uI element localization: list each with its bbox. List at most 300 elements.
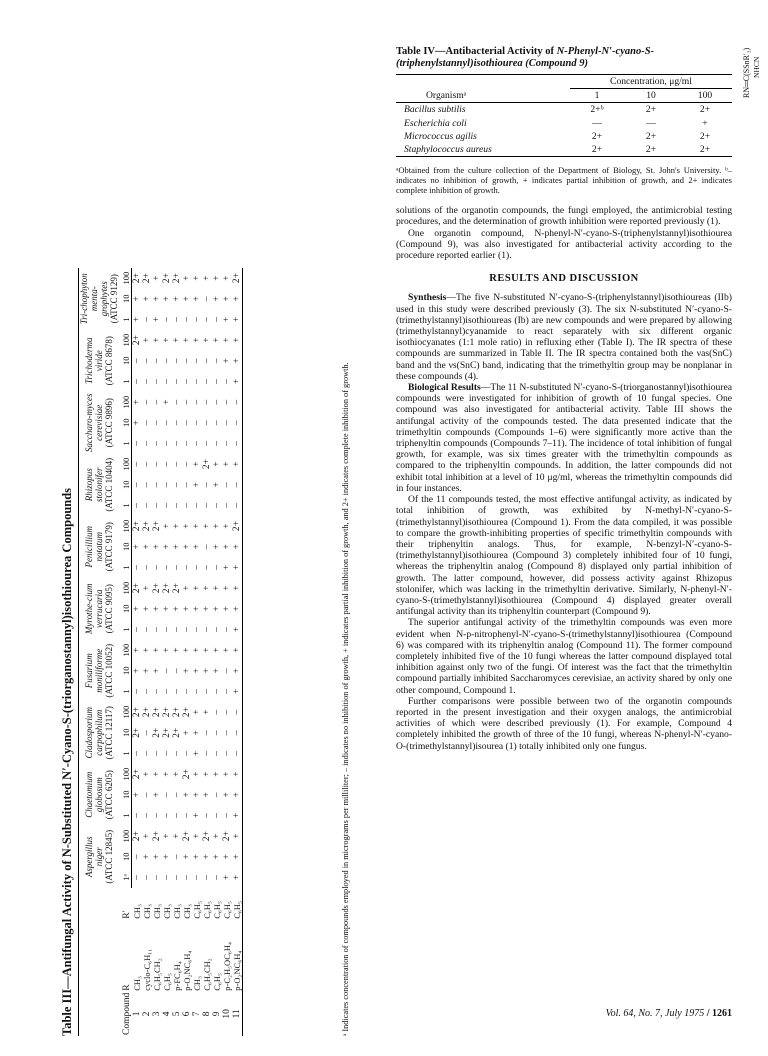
activity-cell: – xyxy=(172,358,182,364)
activity-cell: 2+ xyxy=(132,335,142,346)
activity-cell: – xyxy=(222,441,232,446)
activity-cell: + xyxy=(182,544,192,550)
activity-cell: + xyxy=(182,854,192,860)
r-group: C₆H₅CH₂ xyxy=(202,958,212,991)
page-number: 1261 xyxy=(712,1008,732,1019)
activity-cell: + xyxy=(202,854,212,860)
activity-cell: + xyxy=(152,316,162,323)
activity-cell: – xyxy=(142,358,152,364)
activity-cell: – xyxy=(152,379,162,384)
activity-cell: – xyxy=(132,441,142,446)
activity-cell: + xyxy=(222,337,232,343)
activity-cell: + xyxy=(152,792,162,798)
activity-cell: – xyxy=(202,751,212,756)
activity-cell: + xyxy=(132,606,142,612)
bacterial-activity-cell: 2+ xyxy=(699,104,711,116)
activity-cell: – xyxy=(202,813,212,818)
activity-cell: – xyxy=(132,751,142,756)
structure-sub: NHCN xyxy=(752,56,761,78)
activity-cell: – xyxy=(232,702,243,723)
activity-cell: – xyxy=(162,503,172,508)
activity-cell: – xyxy=(172,420,182,426)
biological-text: —The 11 N-substituted N′-cyano-S-(triorganostannyl)isothiourea compounds were investigated for inhibition of growth of 10 fungal species. One compound was also investigated for antibacterial activity. Table III shows the antifungal activity of the compounds tested. The data presented indicate that the trimethyltin compounds (Compounds 1–6) were significantly more active than the triphenyltin compounds (Compounds 7–11). The incidence of total inhibition of fungal growth, for example, was six times greater with the trimethyltin compounds as compared to the triphenyltin compounds. In addition, the latter compounds did not exhibit total inhibition at a level of 10 μg/ml, whereas the trimethyltin compounds did in four instances. xyxy=(396,382,732,494)
organism-header xyxy=(79,640,122,702)
activity-cell: – xyxy=(192,420,202,426)
conc-header: 100 xyxy=(121,764,132,785)
activity-cell: – xyxy=(212,751,222,756)
conc-header: 1 xyxy=(121,309,132,330)
activity-cell: 2+ xyxy=(222,831,232,842)
activity-cell: – xyxy=(152,565,162,570)
bacterial-activity-cell: — xyxy=(592,117,602,129)
activity-cell: + xyxy=(162,523,172,529)
conc-header: 100 xyxy=(121,330,132,351)
activity-cell: – xyxy=(212,317,222,322)
activity-cell: – xyxy=(152,751,162,756)
activity-cell: – xyxy=(212,875,222,880)
activity-cell: – xyxy=(162,627,172,632)
activity-cell: + xyxy=(232,309,243,330)
activity-cell: – xyxy=(132,503,142,508)
paragraph-1: solutions of the organotin compounds, the fungi employed, the antimicrobial testing procedures, and the determination of growth inhibition were reported previously (1). xyxy=(396,205,732,228)
activity-cell: + xyxy=(232,350,243,371)
biological-lead: Biological Results xyxy=(408,382,481,394)
activity-cell: – xyxy=(142,792,152,798)
paragraph-5: Of the 11 compounds tested, the most effective antifungal activity, as indicated by total inhibition of growth, was exhibited by N-methyl-N′-cyano-S-(trimethylstannyl)isothiourea (Compound 1). From the data compiled, it was possible to compare the growth-inhibiting properties of specific trimethyltin compounds with their triphenyltin analogs. Thus, for example, N-benzyl-N′-cyano-S-(trimethylstannyl)isothiourea (Compound 3) completely inhibited four of 10 fungi, whereas the triphenyltin analog (Compound 8) displayed only partial inhibition of growth. The latter compound, however, did possess activity against Rhizopus stolonifer, which was lacking in the trimethyltin derivative. Similarly, N-phenyl-N′-cyano-S-(trimethylstannyl)isothiourea (Compound 4) displayed greater overall antifungal activity than its triphenyltin counterpart (Compound 9). xyxy=(396,494,732,618)
organism-atcc: (ATCC 10052) xyxy=(104,643,114,698)
bacterial-activity-cell: 2+ᵇ xyxy=(590,104,604,116)
activity-cell: 2+ xyxy=(132,727,142,738)
compound-number: 5 xyxy=(172,1011,182,1017)
activity-cell: – xyxy=(162,482,172,488)
activity-cell: – xyxy=(222,503,232,508)
activity-cell: + xyxy=(192,461,202,467)
activity-cell: + xyxy=(232,867,243,888)
rprime-group: CH₃ xyxy=(142,903,152,919)
activity-cell: – xyxy=(142,461,152,467)
activity-cell: – xyxy=(132,565,142,570)
conc-header: 10 xyxy=(121,598,132,619)
conc-header: 10 xyxy=(121,288,132,309)
activity-cell: + xyxy=(172,833,182,839)
organism-name: Cladosporium carpophilum xyxy=(84,707,104,759)
organism-header xyxy=(79,702,122,764)
activity-cell: – xyxy=(192,399,202,405)
organism-atcc: (ATCC 9095) xyxy=(104,584,114,634)
organism-name: Tri-chophyton menta-grophytes xyxy=(79,273,109,325)
activity-cell: + xyxy=(222,544,232,550)
table-row xyxy=(162,268,172,1036)
conc-header: 1 xyxy=(121,557,132,578)
activity-cell: – xyxy=(142,441,152,446)
activity-cell: 2+ xyxy=(232,268,243,289)
activity-cell: 2+ xyxy=(172,707,182,718)
r-group: p-C₂H₅OC₆H₄ xyxy=(222,942,232,991)
activity-cell: – xyxy=(132,358,142,364)
activity-cell: – xyxy=(192,317,202,322)
activity-cell: – xyxy=(232,495,243,516)
activity-cell: – xyxy=(212,441,222,446)
activity-cell: 2+ xyxy=(152,707,162,718)
activity-cell: + xyxy=(142,544,152,550)
conc-header: 100 xyxy=(121,454,132,475)
activity-cell: + xyxy=(152,854,162,860)
activity-cell: + xyxy=(182,668,192,674)
activity-cell: + xyxy=(202,709,212,715)
activity-cell: 2+ xyxy=(162,273,172,284)
activity-cell: – xyxy=(212,627,222,632)
conc-header: 100 xyxy=(121,702,132,723)
compound-number: 3 xyxy=(152,1011,162,1017)
activity-cell: + xyxy=(232,805,243,826)
activity-cell: + xyxy=(142,854,152,860)
compound-number: 6 xyxy=(182,1011,192,1017)
activity-cell: 2+ xyxy=(172,727,182,738)
paragraph-biological xyxy=(396,382,732,494)
rprime-group: CH₃ xyxy=(172,903,182,919)
organism-name: Saccharo-myces cerevisiae xyxy=(84,393,104,453)
footer-sep: / xyxy=(704,1008,712,1019)
activity-cell: – xyxy=(132,379,142,384)
activity-cell: – xyxy=(202,379,212,384)
activity-cell: + xyxy=(202,337,212,343)
activity-cell: – xyxy=(142,813,152,818)
activity-cell: – xyxy=(182,689,192,694)
activity-cell: – xyxy=(162,441,172,446)
section-heading: RESULTS AND DISCUSSION xyxy=(489,273,639,285)
activity-cell: – xyxy=(182,420,192,426)
activity-cell: – xyxy=(182,441,192,446)
activity-cell: + xyxy=(202,606,212,612)
activity-cell: 2+ xyxy=(182,707,192,718)
activity-cell: + xyxy=(152,647,162,653)
activity-cell: – xyxy=(162,792,172,798)
activity-cell: – xyxy=(222,379,232,384)
conc-header: 1 xyxy=(121,371,132,392)
compound-number: 2 xyxy=(142,1011,152,1017)
activity-cell: – xyxy=(142,689,152,694)
activity-cell: + xyxy=(162,647,172,653)
activity-cell: 2+ xyxy=(132,831,142,842)
activity-cell: – xyxy=(222,689,232,694)
activity-cell: – xyxy=(202,296,212,302)
conc-header: 10 xyxy=(121,412,132,433)
table3-footnote: ᵃ Indicates concentration of compounds employed in micrograms per milliliter; – indicates no inhibition of growth, + indicates partial inhibition of growth, and 2+ indicates complete inhibition of growth. xyxy=(341,362,350,1036)
organism-name: Aspergillus niger xyxy=(84,836,104,878)
activity-cell: – xyxy=(162,813,172,818)
conc-header: 1ᵃ xyxy=(121,867,132,888)
activity-cell: – xyxy=(222,813,232,818)
activity-cell: – xyxy=(232,392,243,413)
organism-atcc: (ATCC 9896) xyxy=(104,398,114,448)
bacterial-activity-cell: 2+ xyxy=(645,130,657,142)
activity-cell: – xyxy=(172,461,182,467)
activity-cell: – xyxy=(172,482,182,488)
organism-header xyxy=(79,392,122,454)
table4-conc-header: Concentration, μg/ml xyxy=(570,75,732,89)
activity-cell: – xyxy=(202,420,212,426)
rprime-group: C₆H₅ xyxy=(212,901,222,919)
activity-cell: – xyxy=(232,474,243,495)
activity-cell: + xyxy=(202,585,212,591)
activity-cell: + xyxy=(162,296,172,302)
col-r: R xyxy=(79,920,132,992)
activity-cell: + xyxy=(142,606,152,612)
conc-header: 100 xyxy=(121,578,132,599)
activity-cell: – xyxy=(162,358,172,364)
bacterium-name: Micrococcus agilis xyxy=(404,130,477,142)
activity-cell: – xyxy=(172,813,182,818)
activity-cell: + xyxy=(152,606,162,612)
activity-cell: – xyxy=(202,358,212,364)
activity-cell: – xyxy=(192,379,202,384)
activity-cell: – xyxy=(152,482,162,488)
activity-cell: + xyxy=(142,771,152,777)
activity-cell: – xyxy=(212,420,222,426)
activity-cell: + xyxy=(132,792,142,798)
paragraph-synthesis xyxy=(396,292,732,382)
activity-cell: + xyxy=(192,792,202,798)
conc-header: 1 xyxy=(121,805,132,826)
activity-cell: – xyxy=(212,813,222,818)
activity-cell: + xyxy=(192,854,202,860)
activity-cell: + xyxy=(232,536,243,557)
activity-cell: + xyxy=(202,792,212,798)
activity-cell: – xyxy=(202,503,212,508)
activity-cell: – xyxy=(162,317,172,322)
organism-atcc: (ATCC 9129) xyxy=(109,274,119,324)
activity-cell: 2+ xyxy=(132,769,142,780)
activity-cell: + xyxy=(232,330,243,351)
col-compound: Compound xyxy=(79,992,132,1036)
activity-cell: 2+ xyxy=(182,769,192,780)
activity-cell: + xyxy=(212,296,222,302)
organism-atcc: (ATCC 9179) xyxy=(104,522,114,572)
activity-cell: – xyxy=(182,503,192,508)
activity-cell: 2+ xyxy=(142,521,152,532)
organism-atcc: (ATCC 12117) xyxy=(104,706,114,760)
activity-cell: + xyxy=(132,668,142,674)
activity-cell: – xyxy=(222,399,232,405)
activity-cell: + xyxy=(192,585,202,591)
activity-cell: 2+ xyxy=(132,583,142,594)
activity-cell: 2+ xyxy=(152,831,162,842)
activity-cell: + xyxy=(212,854,222,860)
bacterium-name: Escherichia coli xyxy=(404,117,467,129)
activity-cell: + xyxy=(142,668,152,674)
activity-cell: – xyxy=(152,420,162,426)
organism-atcc: (ATCC 6205) xyxy=(104,770,114,820)
activity-cell: + xyxy=(182,523,192,529)
organism-name: Myrothe-cium verrucaria xyxy=(84,583,104,635)
activity-cell: – xyxy=(192,689,202,694)
activity-cell: – xyxy=(222,709,232,715)
activity-cell: + xyxy=(232,454,243,475)
activity-cell: + xyxy=(222,523,232,529)
activity-cell: – xyxy=(172,668,182,674)
activity-cell: + xyxy=(232,846,243,867)
activity-cell: – xyxy=(182,565,192,570)
activity-cell: – xyxy=(162,420,172,426)
table-row xyxy=(182,268,192,1036)
activity-cell: + xyxy=(192,771,202,777)
table-row xyxy=(142,268,152,1036)
activity-cell: – xyxy=(192,358,202,364)
table4-row xyxy=(396,103,732,117)
activity-cell: + xyxy=(202,771,212,777)
activity-cell: – xyxy=(152,875,162,880)
rprime-group: C₆H₅ xyxy=(222,901,232,919)
activity-cell: + xyxy=(182,337,192,343)
activity-cell: – xyxy=(232,412,243,433)
activity-cell: + xyxy=(142,647,152,653)
activity-cell: – xyxy=(182,317,192,322)
activity-cell: 2+ xyxy=(202,459,212,470)
activity-cell: 2+ xyxy=(182,831,192,842)
activity-cell: – xyxy=(192,503,202,508)
activity-cell: – xyxy=(172,379,182,384)
activity-cell: – xyxy=(152,627,162,632)
activity-cell: + xyxy=(232,598,243,619)
activity-cell: – xyxy=(142,565,152,570)
activity-cell: – xyxy=(212,399,222,405)
activity-cell: 2+ xyxy=(202,831,212,842)
activity-cell: + xyxy=(202,275,212,281)
organism-name: Trichoderma viride xyxy=(84,337,104,385)
conc-header: 10 xyxy=(121,474,132,495)
activity-cell: 2+ xyxy=(152,583,162,594)
activity-cell: + xyxy=(222,358,232,364)
conc-header: 100 xyxy=(121,268,132,289)
activity-cell: + xyxy=(162,606,172,612)
activity-cell: – xyxy=(212,709,222,715)
conc-header: 10 xyxy=(121,722,132,743)
activity-cell: + xyxy=(142,833,152,839)
activity-cell: + xyxy=(152,337,162,343)
activity-cell: + xyxy=(202,647,212,653)
activity-cell: – xyxy=(212,379,222,384)
activity-cell: – xyxy=(162,565,172,570)
rprime-group: C₆H₅ xyxy=(202,901,212,919)
activity-cell: – xyxy=(162,689,172,694)
activity-cell: + xyxy=(152,771,162,777)
activity-cell: – xyxy=(182,482,192,488)
activity-cell: – xyxy=(172,792,182,798)
activity-cell: + xyxy=(192,668,202,674)
paragraph-2: One organotin compound, N-phenyl-N′-cyano-S-(triphenylstannyl)isothiourea (Compound 9), was also investigated for antibacterial activity according to the procedure reported earlier (1). xyxy=(396,227,732,262)
activity-cell: – xyxy=(212,503,222,508)
bacterium-name: Bacillus subtilis xyxy=(404,104,466,116)
activity-cell: 2+ xyxy=(152,521,162,532)
activity-cell: – xyxy=(212,689,222,694)
activity-cell: + xyxy=(212,275,222,281)
activity-cell: + xyxy=(212,482,222,488)
activity-cell: + xyxy=(212,523,222,529)
col-rp: R′ xyxy=(79,888,132,920)
activity-cell: + xyxy=(192,750,202,757)
activity-cell: + xyxy=(142,337,152,343)
r-group: CH₃ xyxy=(192,975,202,991)
activity-cell: – xyxy=(202,875,212,880)
compound-number: 7 xyxy=(192,1011,202,1017)
bacterial-activity-cell: 2+ xyxy=(645,104,657,116)
activity-cell: + xyxy=(212,585,222,591)
activity-cell: – xyxy=(202,565,212,570)
activity-cell: + xyxy=(132,399,142,405)
activity-cell: 2+ xyxy=(162,707,172,718)
activity-cell: – xyxy=(152,399,162,405)
activity-cell: – xyxy=(162,379,172,384)
compound-number: 10 xyxy=(222,1009,232,1019)
organism-atcc: (ATCC 8678) xyxy=(104,336,114,386)
activity-cell: + xyxy=(132,316,142,323)
activity-cell: + xyxy=(132,296,142,302)
table4-blank xyxy=(396,75,570,89)
table4-title xyxy=(396,46,732,70)
activity-cell: – xyxy=(142,875,152,880)
activity-cell: – xyxy=(182,875,192,880)
activity-cell: – xyxy=(222,751,232,756)
activity-cell: – xyxy=(172,503,182,508)
activity-cell: – xyxy=(172,565,182,570)
conc-header: 10 xyxy=(121,660,132,681)
activity-cell: + xyxy=(212,606,222,612)
activity-cell: + xyxy=(182,792,192,798)
activity-cell: + xyxy=(212,647,222,653)
activity-cell: + xyxy=(222,792,232,798)
r-group: cyclo-C₆H₁₁ xyxy=(142,948,152,991)
activity-cell: + xyxy=(232,619,243,640)
paragraph-7: Further comparisons were possible between two of the organotin compounds reported in the present investigation and their oxygen analogs, the antimicrobial activities of which were described previously (1). For example, Compound 4 completely inhibited the growth of three of the 10 fungi, whereas N-phenyl-N′-cyano-O-(trimethylstannyl)isourea (1) totally inhibited only one fungus. xyxy=(396,695,732,752)
activity-cell: + xyxy=(152,296,162,302)
activity-cell: + xyxy=(232,578,243,599)
activity-cell: – xyxy=(142,482,152,488)
activity-cell: – xyxy=(142,503,152,508)
activity-cell: – xyxy=(142,751,152,756)
activity-cell: + xyxy=(192,606,202,612)
table4-footnote: ᵃObtained from the culture collection of the Department of Biology, St. John's University. ᵇ– indicates no inhibition of growth, + indicates partial inhibition of growth, and 2+ indicates complete inhibition of growth. xyxy=(396,165,732,196)
activity-cell: 2+ xyxy=(132,521,142,532)
r-group: p-FC₆H₄ xyxy=(172,961,182,991)
activity-cell: + xyxy=(162,771,172,777)
activity-cell: + xyxy=(192,482,202,488)
table4-col-10: 10 xyxy=(624,89,678,103)
activity-cell: – xyxy=(162,461,172,467)
organism-header xyxy=(79,578,122,640)
table4-row xyxy=(396,117,732,130)
organism-name: Penicillium notatum xyxy=(84,526,104,568)
organism-header xyxy=(79,764,122,826)
table4-row xyxy=(396,143,732,157)
activity-cell: + xyxy=(132,544,142,550)
activity-cell: – xyxy=(202,730,212,736)
activity-cell: + xyxy=(212,544,222,550)
rprime-group: C₆H₅ xyxy=(192,901,202,919)
activity-cell: – xyxy=(182,358,192,364)
table4-title-a: Table IV—Antibacterial Activity of xyxy=(396,46,557,57)
activity-cell: – xyxy=(192,441,202,446)
conc-header: 1 xyxy=(121,743,132,764)
activity-cell: + xyxy=(182,730,192,736)
activity-cell: + xyxy=(202,523,212,529)
activity-cell: – xyxy=(172,441,182,446)
activity-cell: + xyxy=(192,647,202,653)
organism-name: Chaetomium globosum xyxy=(84,771,104,818)
compound-number: 9 xyxy=(212,1011,222,1017)
activity-cell: – xyxy=(202,544,212,550)
activity-cell: – xyxy=(192,875,202,880)
activity-cell: – xyxy=(202,441,212,446)
